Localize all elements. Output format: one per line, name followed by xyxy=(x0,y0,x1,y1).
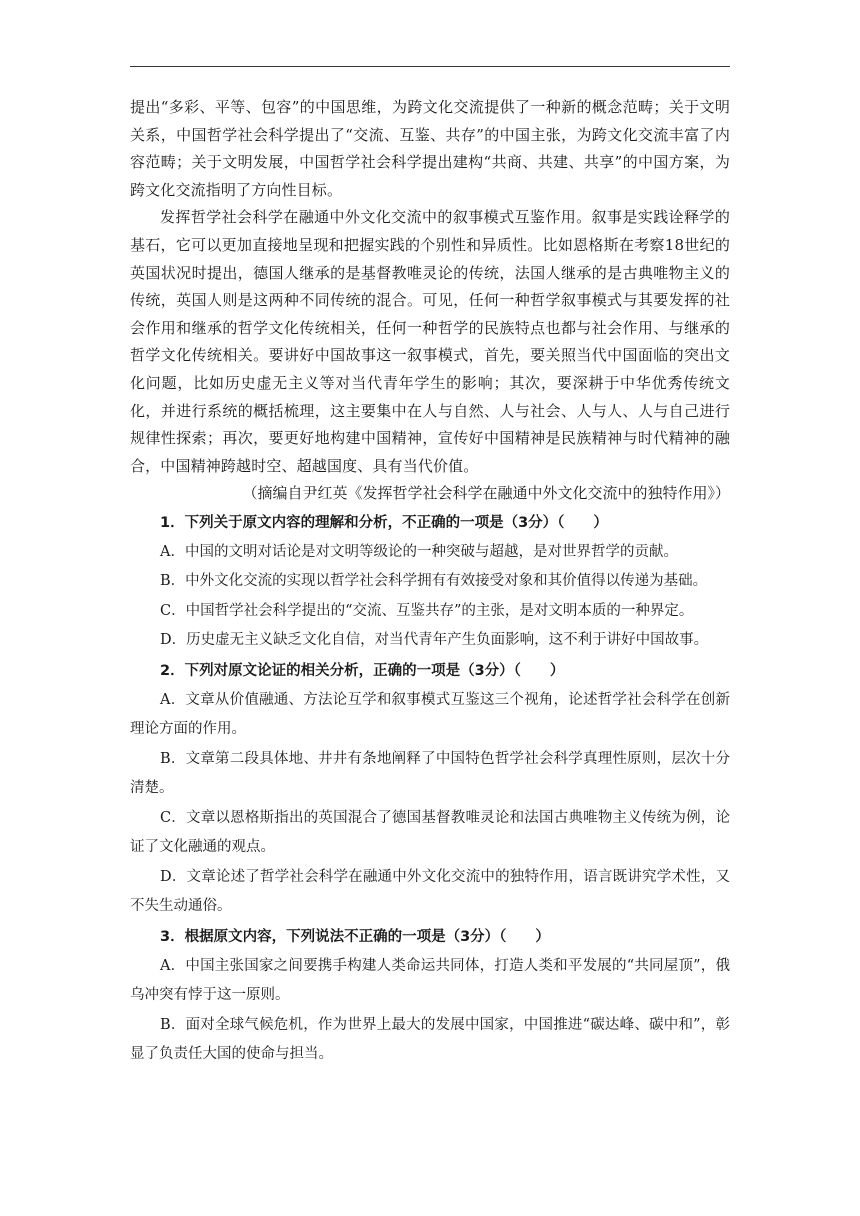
option-b: B．面对全球气候危机，作为世界上最大的发展中国家，中国推进“碳达峰、碳中和”，彰显了负责任大国的使命与担当。 xyxy=(130,1016,730,1063)
option-a: A．文章从价值融通、方法论互学和叙事模式互鉴这三个视角，论述哲学社会科学在创新理论方面的作用。 xyxy=(130,691,730,738)
question-2 xyxy=(130,656,730,922)
question-1 xyxy=(130,508,730,656)
source-citation: （摘编自尹红英《发挥哲学社会科学在融通中外文化交流中的独特作用》） xyxy=(242,484,730,503)
option-c: C．文章以恩格斯指出的英国混合了德国基督教唯灵论和法国古典唯物主义传统为例，论证了文化融通的观点。 xyxy=(130,809,730,856)
question-stem: 3．根据原文内容，下列说法不正确的一项是（3分）（ ） xyxy=(160,928,550,945)
question-stem: 2．下列对原文论证的相关分析，正确的一项是（3分）（ ） xyxy=(160,662,565,679)
document-body xyxy=(130,94,730,1070)
header-rule xyxy=(130,66,730,67)
option-c: C．中国哲学社会科学提出的“交流、互鉴共存”的主张，是对文明本质的一种界定。 xyxy=(160,602,694,619)
question-3 xyxy=(130,922,730,1070)
paragraph-narrative-mode: 发挥哲学社会科学在融通中外文化交流中的叙事模式互鉴作用。叙事是实践诠释学的基石，它可以更加直接地呈现和把握实践的个别性和异质性。比如恩格斯在考察18世纪的英国状况时提出，德国人继承的是基督教唯灵论的传统，法国人继承的是古典唯物主义的传统，英国人则是这两种不同传统的混合。可见，任何一种哲学叙事模式与其要发挥的社会作用和继承的哲学文化传统相关，任何一种哲学的民族特点也都与社会作用、与继承的哲学文化传统相关。要讲好中国故事这一叙事模式，首先，要关照当代中国面临的突出文化问题，比如历史虚无主义等对当代青年学生的影响；其次，要深耕于中华优秀传统文化，并进行系统的概括梳理，这主要集中在人与自然、人与社会、人与人、人与自己进行规律性探索；再次，要更好地构建中国精神，宣传好中国精神是民族精神与时代精神的融合，中国精神跨越时空、超越国度、具有当代价值。 xyxy=(130,208,730,475)
option-a: A．中国的文明对话论是对文明等级论的一种突破与超越，是对世界哲学的贡献。 xyxy=(160,543,678,560)
option-d: D．历史虚无主义缺乏文化自信，对当代青年产生负面影响，这不利于讲好中国故事。 xyxy=(160,632,709,649)
option-a: A．中国主张国家之间要携手构建人类命运共同体，打造人类和平发展的“共同屋顶”，俄乌冲突有悖于这一原则。 xyxy=(130,957,730,1004)
question-stem: 1．下列关于原文内容的理解和分析，不正确的一项是（3分）（ ） xyxy=(160,514,608,531)
option-b: B．文章第二段具体地、井井有条地阐释了中国特色哲学社会科学真理性原则，层次十分清楚。 xyxy=(130,750,730,797)
paragraph-continuation: 提出“多彩、平等、包容”的中国思维，为跨文化交流提供了一种新的概念范畴；关于文明关系，中国哲学社会科学提出了“交流、互鉴、共存”的中国主张，为跨文化交流丰富了内容范畴；关于文明发展，中国哲学社会科学提出建构“共商、共建、共享”的中国方案，为跨文化交流指明了方向性目标。 xyxy=(130,98,730,199)
option-d: D．文章论述了哲学社会科学在融通中外文化交流中的独特作用，语言既讲究学术性，又不失生动通俗。 xyxy=(130,868,730,915)
option-b: B．中外文化交流的实现以哲学社会科学拥有有效接受对象和其价值得以传递为基础。 xyxy=(160,573,708,590)
